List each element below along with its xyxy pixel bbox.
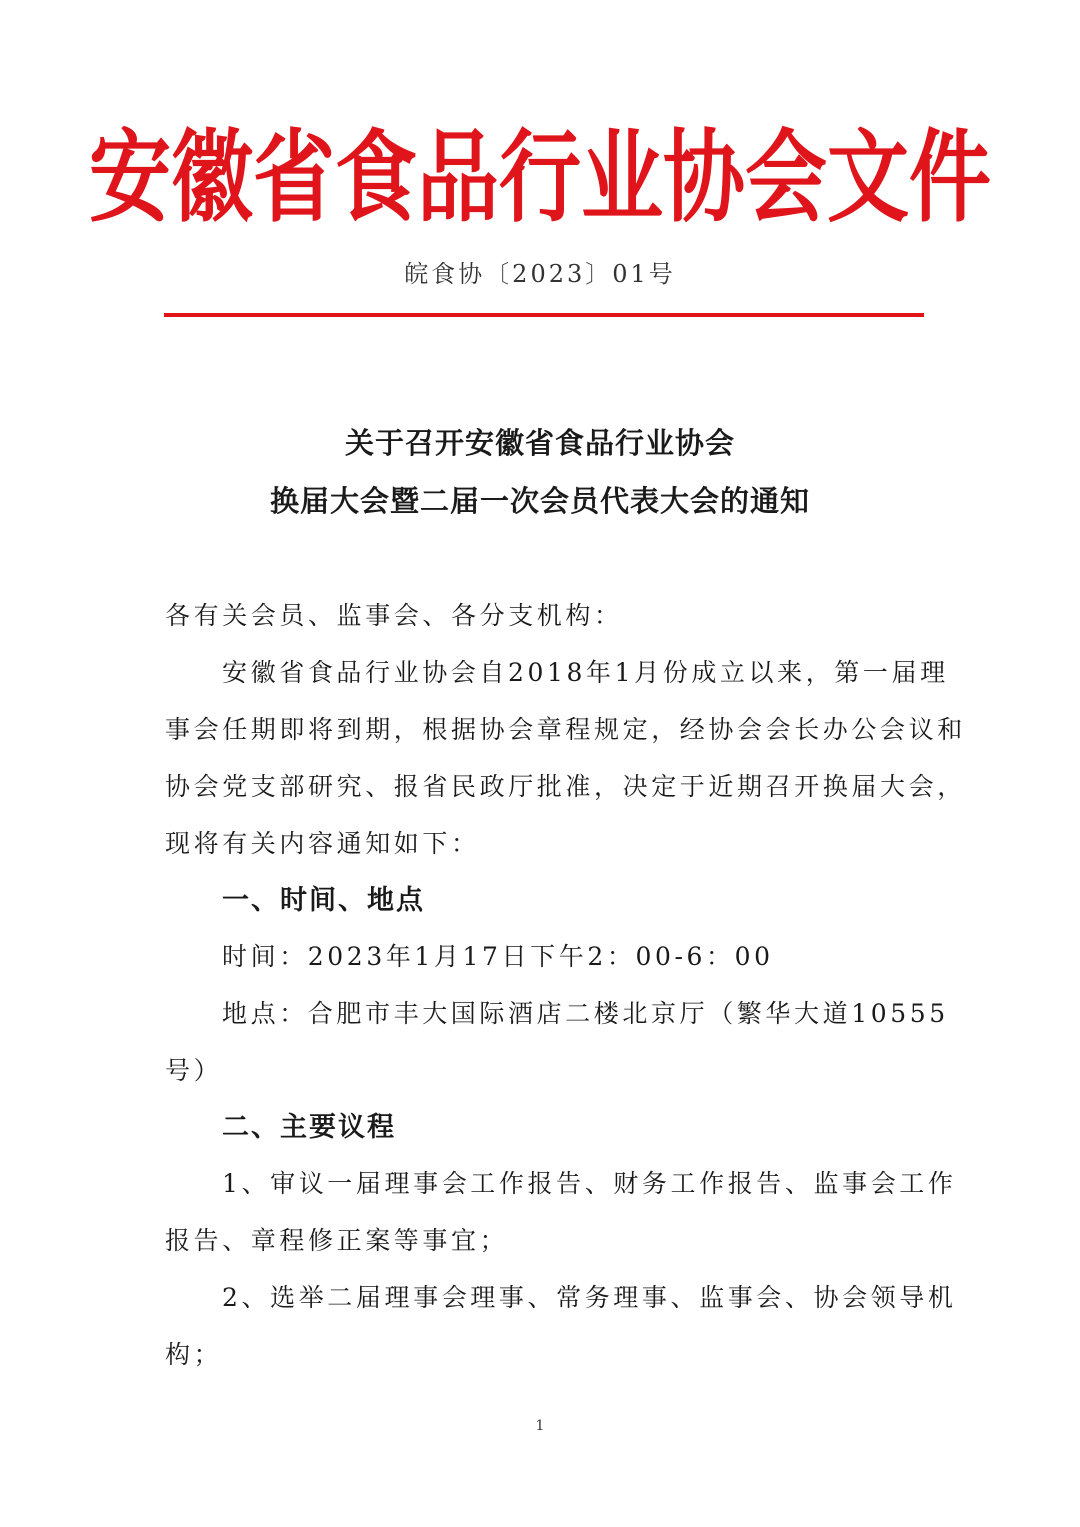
meeting-place-line-2: 号） bbox=[165, 1056, 223, 1085]
intro-line-4: 现将有关内容通知如下： bbox=[165, 829, 480, 858]
agenda-item-2-line-2: 构； bbox=[165, 1340, 223, 1369]
intro-line-1: 安徽省食品行业协会自2018年1月份成立以来，第一届理 bbox=[222, 658, 949, 687]
red-divider bbox=[164, 313, 924, 317]
intro-line-3: 协会党支部研究、报省民政厅批准，决定于近期召开换届大会， bbox=[165, 772, 966, 801]
document-header-title: 安徽省食品行业协会文件 bbox=[88, 120, 991, 237]
salutation: 各有关会员、监事会、各分支机构： bbox=[165, 601, 623, 630]
meeting-place-line-1: 地点：合肥市丰大国际酒店二楼北京厅（繁华大道10555 bbox=[222, 999, 949, 1028]
agenda-item-1-line-2: 报告、章程修正案等事宜； bbox=[165, 1226, 509, 1255]
section-heading-time-place: 一、时间、地点 bbox=[222, 885, 425, 916]
notice-title-line-2: 换届大会暨二届一次会员代表大会的通知 bbox=[269, 484, 810, 518]
agenda-item-2-line-1: 2、选举二届理事会理事、常务理事、监事会、协会领导机 bbox=[222, 1283, 957, 1312]
agenda-item-1-line-1: 1、审议一届理事会工作报告、财务工作报告、监事会工作 bbox=[222, 1169, 957, 1198]
notice-title-line-1: 关于召开安徽省食品行业协会 bbox=[344, 426, 735, 460]
section-heading-agenda: 二、主要议程 bbox=[222, 1112, 396, 1143]
intro-line-2: 事会任期即将到期，根据协会章程规定，经协会会长办公会议和 bbox=[165, 715, 966, 744]
meeting-time: 时间：2023年1月17日下午2：00-6：00 bbox=[222, 942, 774, 971]
page-number: 1 bbox=[535, 1418, 545, 1434]
document-number: 皖食协〔2023〕01号 bbox=[404, 260, 676, 288]
